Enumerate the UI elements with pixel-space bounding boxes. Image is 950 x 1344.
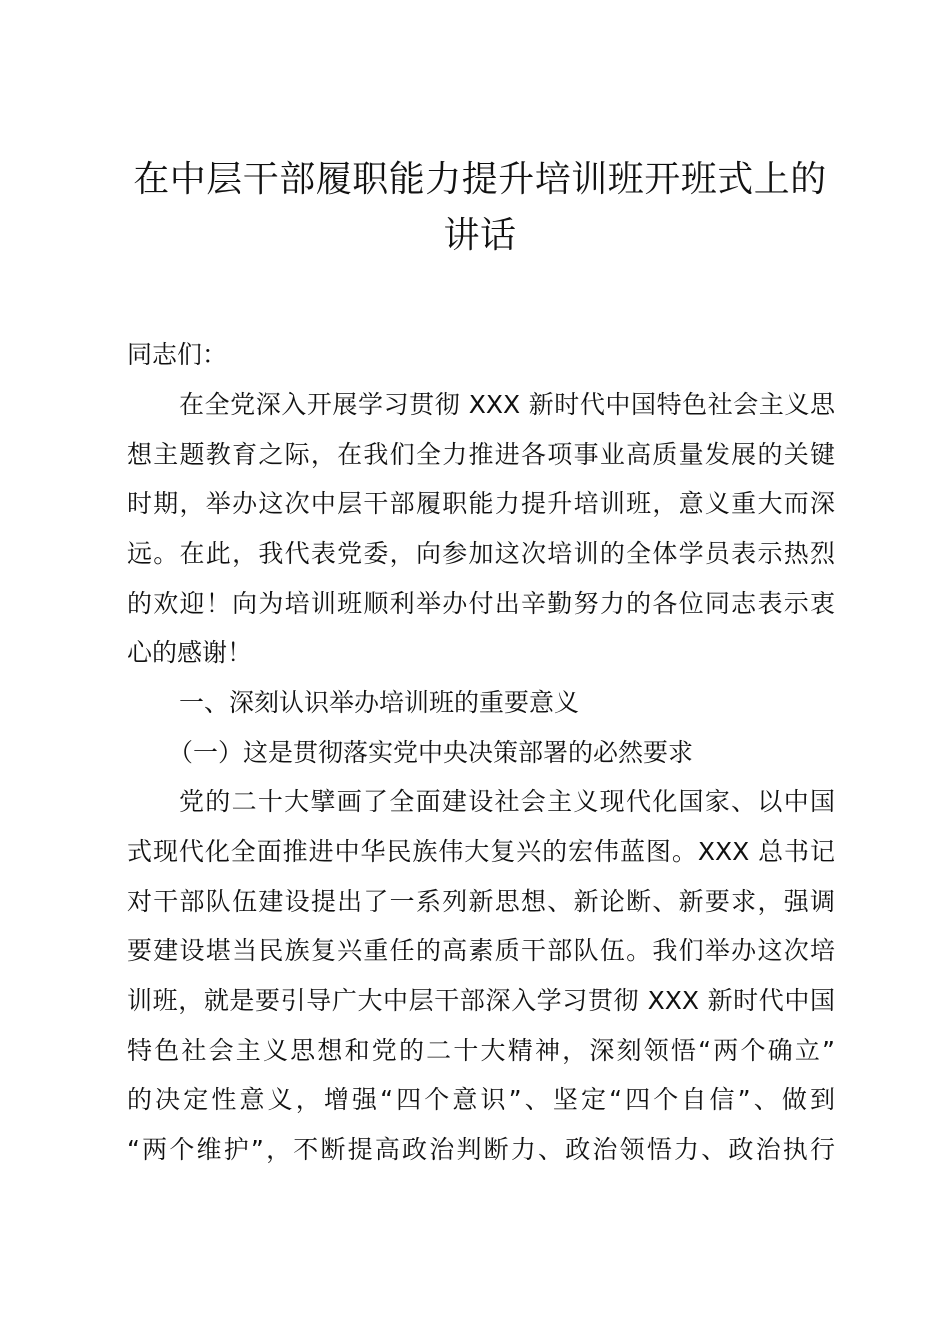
paragraph-line: 对干部队伍建设提出了一系列新思想、新论断、新要求，强调 bbox=[127, 887, 835, 916]
paragraph-line: “两个维护”，不断提高政治判断力、政治领悟力、政治执行 bbox=[127, 1135, 835, 1164]
document-title: 在中层干部履职能力提升培训班开班式上的讲话 bbox=[133, 159, 827, 256]
section-heading: 一、深刻认识举办培训班的重要意义 bbox=[179, 688, 580, 717]
paragraph-line: 训班，就是要引导广大中层干部深入学习贯彻 XXX 新时代中国 bbox=[127, 986, 835, 1015]
paragraph-line: 时期，举办这次中层干部履职能力提升培训班，意义重大而深 bbox=[127, 489, 835, 518]
paragraph-line: 特色社会主义思想和党的二十大精神，深刻领悟“两个确立” bbox=[127, 1036, 835, 1065]
paragraph-line: 心的感谢！ bbox=[127, 638, 253, 667]
paragraph-line: 要建设堪当民族复兴重任的高素质干部队伍。我们举办这次培 bbox=[127, 936, 835, 965]
paragraph-line: 党的二十大擘画了全面建设社会主义现代化国家、以中国 bbox=[179, 787, 835, 816]
paragraph-line: 的欢迎！向为培训班顺利举办付出辛勤努力的各位同志表示衷 bbox=[127, 589, 835, 618]
paragraph-line: 远。在此，我代表党委，向参加这次培训的全体学员表示热烈 bbox=[127, 539, 835, 568]
salutation: 同志们： bbox=[127, 340, 228, 369]
paragraph-line: 的决定性意义，增强“四个意识”、坚定“四个自信”、做到 bbox=[127, 1085, 835, 1114]
subsection-heading: （一）这是贯彻落实党中央决策部署的必然要求 bbox=[168, 738, 694, 767]
paragraph-line: 式现代化全面推进中华民族伟大复兴的宏伟蓝图。XXX 总书记 bbox=[127, 837, 835, 866]
paragraph-line: 想主题教育之际，在我们全力推进各项事业高质量发展的关键 bbox=[127, 440, 835, 469]
paragraph-line: 在全党深入开展学习贯彻 XXX 新时代中国特色社会主义思 bbox=[179, 390, 835, 419]
